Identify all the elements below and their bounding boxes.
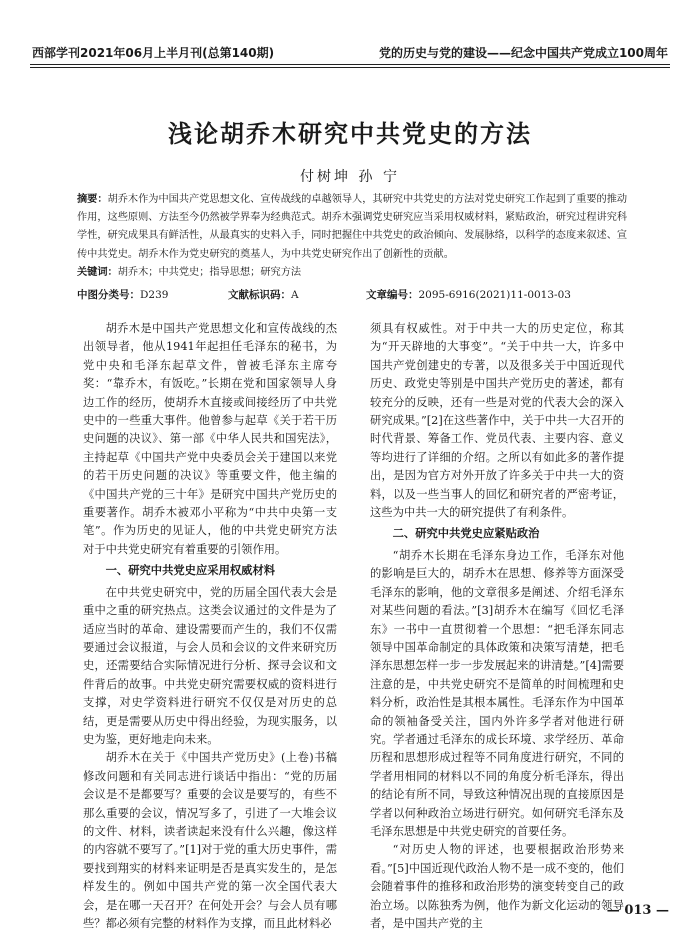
continued-paragraph: 须具有权威性。对于中共一大的历史定位，称其为“开天辟地的大事变”。“关于中共一大，许多中国共产党创建史的专著，以及很多关于中国近现代历史、政党史等别是中国共产党历史的著述，都有较充分的反映，还有一些是对党的代表大会的深入研究成果。”[2]在这些著作中，关于中共一大召开的时代背景、筹备工作、党员代表、主要内容、意义等均进行了详细的介绍。之所以有如此多的著作提出，是因为官方对外开放了许多关于中共一大的资料，以及一些当事人的回忆和研究者的严密考证，这些为中共一大的研究提供了有利条件。 <box>370 322 624 520</box>
page-number: — 013 — <box>606 903 669 918</box>
abstract-block <box>77 191 629 282</box>
document-code-value: A <box>291 289 299 301</box>
section-heading-2: 二、研究中共党史应紧贴政治 <box>392 527 540 541</box>
article-authors: 付树坤 孙 宁 <box>300 169 400 185</box>
section-heading-1: 一、研究中共党史应采用权威材料 <box>105 564 276 578</box>
body-column-left <box>83 320 337 933</box>
article-number-value: 2095-6916(2021)11-0013-03 <box>418 289 571 301</box>
keywords-line <box>77 264 629 282</box>
classification-number <box>77 287 168 302</box>
article-title: 浅论胡乔木研究中共党史的方法 <box>168 120 532 148</box>
classification-label: 中图分类号： <box>77 289 140 301</box>
article-number-label: 文章编号： <box>366 289 419 301</box>
classification-value: D239 <box>140 289 169 301</box>
column-theme-header: 党的历史与党的建设——纪念中国共产党成立100周年 <box>378 46 668 60</box>
section2-paragraph-2: “对历史人物的评述，也要根据政治形势来看。”[5]中国近现代政治人物不是一成不变的，他们会随着事件的推移和政治形势的演变转变自己的政治立场。以陈独秀为例，他作为新文化运动的领导者，是中国共产党的主 <box>370 843 624 930</box>
keywords-text: 胡乔木；中共党史；指导思想；研究方法 <box>117 266 302 278</box>
document-code <box>228 287 299 302</box>
section2-paragraph-1: “胡乔木长期在毛泽东身边工作，毛泽东对他的影响是巨大的，胡乔木在思想、修养等方面深受毛泽东的影响，他的文章很多是阐述、介绍毛泽东对某些问题的看法。”[3]胡乔木在编写《回忆毛泽东》一书中一直贯彻着一个思想：“把毛泽东同志领导中国革命制定的具体政策和决策写清楚，把毛泽东思想怎样一步一步发展起来的讲清楚。”[4]需要注意的是，中共党史研究不是简单的时间梳理和史料分析，政治性是其根本属性。毛泽东作为中国革命的领袖备受关注，国内外许多学者对他进行研究。学者通过毛泽东的成长环境、求学经历、革命历程和思想形成过程等不同角度进行研究，不同的学者用相同的材料以不同的角度分析毛泽东，得出的结论有所不同，导致这种情况出现的直接原因是学者以何种政治立场进行研究。如何研究毛泽东及毛泽东思想是中共党史研究的首要任务。 <box>370 548 624 838</box>
abstract-label: 摘要： <box>77 194 108 205</box>
section1-paragraph-2: 胡乔木在关于《中国共产党历史》(上卷)书稿修改问题和有关同志进行谈话中指出：“党的历届会议是不是都要写？重要的会议是要写的，有些不那么重要的会议，情况写多了，引进了一大堆会议的文件、材料，读者读起来没有什么兴趣，像这样的内容就不要写了。”[1]对于党的重大历史事件，需要找到翔实的材料来证明是否是真实发生的，是怎样发生的。例如中国共产党的第一次全国代表大会，是在哪一天召开？在何处开会？与会人员有哪些？都必须有完整的材料作为支撑，而且此材料必 <box>83 751 337 930</box>
abstract-text: 胡乔木作为中国共产党思想文化、宣传战线的卓越领导人，其研究中共党史的方法对党史研究工作起到了重要的推动作用，这些原则、方法至今仍然被学界奉为经典范式。胡乔木强调党史研究应当采用权威材料，紧贴政治，研究过程讲究科学性，研究成果具有鲜活性，从最真实的史料入手，同时把握住中共党史的政治倾向、发展脉络，以科学的态度来叙述、宣传中共党史。胡乔木作为党史研究的奠基人，为中共党史研究作出了创新性的贡献。 <box>77 194 628 260</box>
journal-issue-header: 西部学刊2021年06月上半月刊(总第140期) <box>32 46 275 60</box>
header-rule-thin <box>30 67 670 68</box>
abstract-paragraph <box>77 191 629 264</box>
document-code-label: 文献标识码： <box>228 289 291 301</box>
section1-paragraph-1: 在中共党史研究中，党的历届全国代表大会是重中之重的研究热点。这类会议通过的文件是为了适应当时的革命、建设需要而产生的，我们不仅需要通过会议报道，与会人员和会议的文件来研究历史，还需要结合实际情况进行分析、探寻会议和文件背后的故事。中共党史研究需要权威的资料进行支撑，对史学资料进行研究不仅仅是对历史的总结，更是需要从历史中得出经验，为现实服务，以史为鉴，更好地走向未来。 <box>83 585 337 746</box>
article-number <box>366 287 571 302</box>
body-column-right <box>370 320 624 933</box>
header-rule-thick <box>30 64 670 65</box>
intro-paragraph: 胡乔木是中国共产党思想文化和宣传战线的杰出领导者，他从1941年起担任毛泽东的秘书，为党中央和毛泽东起草文件，曾被毛泽东主席夸奖：“靠乔木，有饭吃。”长期在党和国家领导人身边工作的经历，使胡乔木直接或间接经历了中共党史中的一些重大事件。他曾参与起草《关于若干历史问题的决议》、第一部《中华人民共和国宪法》，主持起草《中国共产党中央委员会关于建国以来党的若干历史问题的决议》等重要文件，他主编的《中国共产党的三十年》是研究中国共产党历史的重要著作。胡乔木被邓小平称为“中共中央第一支笔”。作为历史的见证人，他的中共党史研究方法对于中共党史研究有着重要的引领作用。 <box>83 322 337 556</box>
keywords-label: 关键词： <box>77 266 118 278</box>
